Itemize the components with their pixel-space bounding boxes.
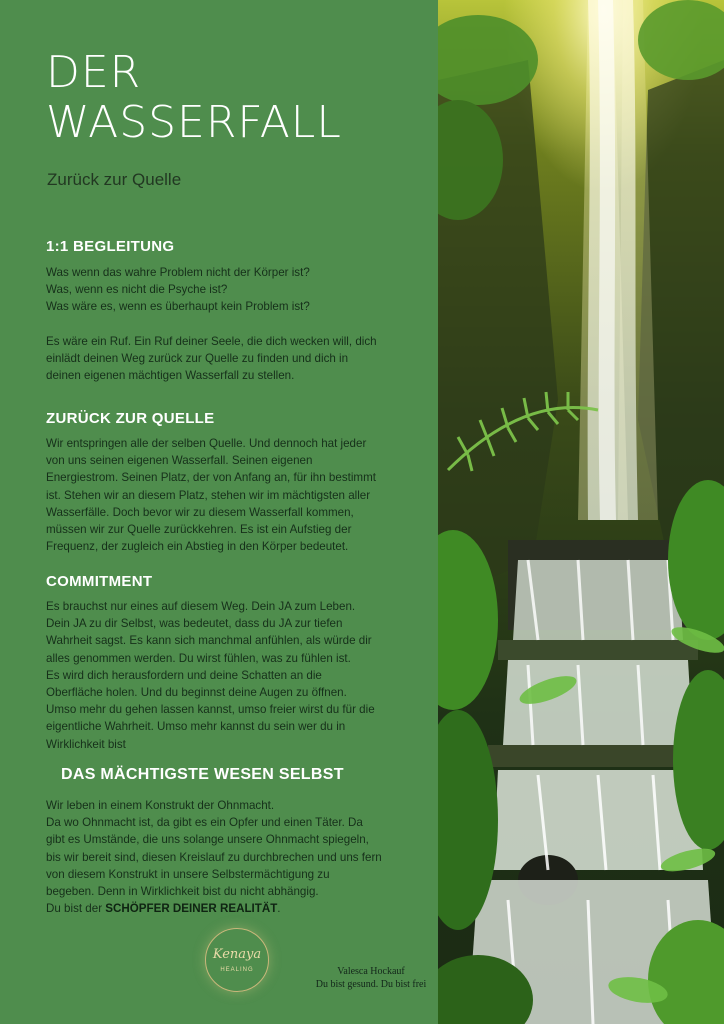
logo-name: Kenaya — [212, 947, 262, 962]
text-line-final — [46, 900, 434, 917]
section-heading-quelle: ZURÜCK ZUR QUELLE — [46, 410, 215, 427]
text-line: Was wäre es, wenn es überhaupt kein Problem ist? — [46, 300, 310, 314]
text-line: alles genommen werden. Du wirst fühlen, was zu fühlen ist. — [46, 651, 351, 665]
section-heading-wesen: DAS MÄCHTIGSTE WESEN SELBST — [61, 766, 344, 783]
title-line-2: WASSERFALL — [46, 97, 342, 148]
text-line: Energiestrom. Seinen Platz, der von Anfang an, für ihn bestimmt — [46, 471, 376, 485]
section-body-begleitung — [46, 264, 434, 384]
text-line: Wirklichkeit bist — [46, 737, 126, 751]
text-line: Wir leben in einem Konstrukt der Ohnmacht. — [46, 799, 275, 812]
text-line: Wahrheit sagst. Es kann sich manchmal anfühlen, als würde dir — [46, 634, 372, 648]
section-body-commitment — [46, 598, 434, 753]
signature — [296, 965, 446, 991]
text-line: von uns seinen eigenen Wasserfall. Seinen eigenen — [46, 454, 313, 468]
signature-name: Valesca Hockauf — [337, 966, 405, 977]
text-line: Was wenn das wahre Problem nicht der Körper ist? — [46, 266, 310, 279]
section-body-quelle — [46, 435, 434, 555]
text-line: bis wir bereit sind, diesen Kreislauf zu durchbrechen und uns fern — [46, 850, 382, 864]
text-line: Was, wenn es nicht die Psyche ist? — [46, 283, 228, 297]
text-line: Wir entspringen alle der selben Quelle. Und dennoch hat jeder — [46, 437, 367, 450]
text-line — [46, 316, 434, 333]
title-line-1: DER — [46, 47, 142, 98]
text-line: Da wo Ohnmacht ist, da gibt es ein Opfer und einen Täter. Da — [46, 816, 363, 830]
text-line: Es wäre ein Ruf. Ein Ruf deiner Seele, die dich wecken will, dich — [46, 334, 377, 348]
text-prefix: Du bist der — [46, 902, 106, 916]
section-heading-commitment: COMMITMENT — [46, 573, 153, 590]
text-line: Es brauchst nur eines auf diesem Weg. Dein JA zum Leben. — [46, 600, 356, 613]
text-line: gibt es Umstände, die uns solange unsere Ohnmacht spiegeln, — [46, 833, 369, 847]
text-line: einlädt deinen Weg zurück zur Quelle zu finden und dich in — [46, 351, 349, 365]
waterfall-photo — [438, 0, 724, 1024]
text-line: Wasserfälle. Doch bevor wir zu diesem Wasserfall kommen, — [46, 505, 354, 519]
logo-sub: HEALING — [220, 967, 254, 973]
waterfall-illustration — [438, 0, 724, 1024]
text-line: ist. Stehen wir an diesem Platz, stehen wir im mächtigsten aller — [46, 488, 371, 502]
brand-logo — [205, 928, 269, 992]
subtitle: Zurück zur Quelle — [47, 170, 182, 189]
emphasis-text: SCHÖPFER DEINER REALITÄT — [105, 902, 278, 916]
text-line: Oberfläche holen. Und du beginnst deine Augen zu öffnen. — [46, 686, 347, 700]
text-line: Frequenz, der zugleich ein Abstieg in den Körper bedeutet. — [46, 540, 349, 554]
section-heading-begleitung: 1:1 BEGLEITUNG — [46, 238, 175, 255]
text-line: müssen wir zur Quelle zurückkehren. Es ist ein Aufstieg der — [46, 523, 352, 537]
text-line: begeben. Denn in Wirklichkeit bist du nicht abhängig. — [46, 885, 319, 899]
text-line: Dein JA zu dir Selbst, was bedeutet, dass du JA zur tiefen — [46, 617, 343, 631]
page-title — [46, 48, 426, 148]
text-line: von diesem Konstrukt in unsere Selbstermächtigung zu — [46, 867, 330, 881]
section-body-wesen — [46, 797, 434, 917]
text-suffix: . — [277, 902, 281, 916]
text-line: Es wird dich herausfordern und deine Schatten an die — [46, 668, 322, 682]
text-line: eigentliche Wahrheit. Umso mehr kannst du sein wer du in — [46, 720, 346, 734]
signature-tagline: Du bist gesund. Du bist frei — [315, 979, 427, 990]
text-line: Umso mehr du gehen lassen kannst, umso freier wirst du für die — [46, 703, 375, 717]
text-line: deinen eigenen mächtigen Wasserfall zu stellen. — [46, 369, 295, 383]
